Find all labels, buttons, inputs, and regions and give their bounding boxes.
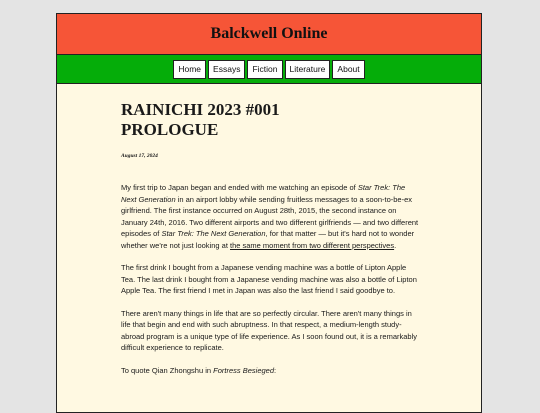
post-title-line2: PROLOGUE [121,120,219,139]
nav-bar [57,55,481,84]
p4-book-title: Fortress Besieged [213,365,275,375]
nav-fiction-link[interactable]: Fiction [247,60,282,79]
nav-home-link[interactable]: Home [173,60,206,79]
p4-text-c: : [274,365,277,375]
paragraph-3: There aren't many things in life that are so perfectly circular. There aren't many things in life that begin and end with such abruptness. In that respect, a medium-length study-abroad program is a unique type of life experience. As I soon found out, it is a remarkably difficult experience to replicate. [121,308,418,352]
nav-literature-link[interactable]: Literature [285,60,331,79]
p1-text-a: My first trip to Japan began and ended with me watching an episode of [121,183,358,192]
post-date: August 17, 2024 [121,153,158,159]
site-title[interactable]: Balckwell Online [210,25,328,42]
post-title-line1: RAINICHI 2023 #001 [121,100,280,119]
site-header [57,14,481,55]
nav-essays-link[interactable]: Essays [208,60,245,79]
paragraph-2: The first drink I bought from a Japanese vending machine was a bottle of Lipton Apple Tea. The last drink I bought from a Japanese vending machine was also a bottle of Lipton Apple Tea. The first friend I met in Japan was also the last friend I said goodbye to. [121,263,417,295]
p1-show-title-2: Star Trek: The Next Generation [161,229,266,238]
nav-about-link[interactable]: About [332,60,364,79]
paragraph-4 [121,365,421,377]
paragraph-1 [121,182,421,251]
p1-text-e: , for that matter — but it's hard not to wonder whether we're not just looking at [121,229,415,250]
p1-text-c: in an airport lobby while sending fruitless messages to a soon-to-be-ex girlfriend. The first instance occurred on August 28th, 2015, the second instance on January 24th, 2016. Two different airports and two different girlfriends — and two different episodes of [121,194,419,238]
post-content [121,100,421,387]
perspectives-link[interactable]: the same moment from two different perspectives [230,240,395,250]
p1-text-f: . [394,240,397,250]
p4-text-a: To quote Qian Zhongshu in [121,365,214,375]
page-frame [56,13,482,413]
post-title [121,100,421,140]
p1-show-title-1: Star Trek: The Next Generation [121,183,406,204]
